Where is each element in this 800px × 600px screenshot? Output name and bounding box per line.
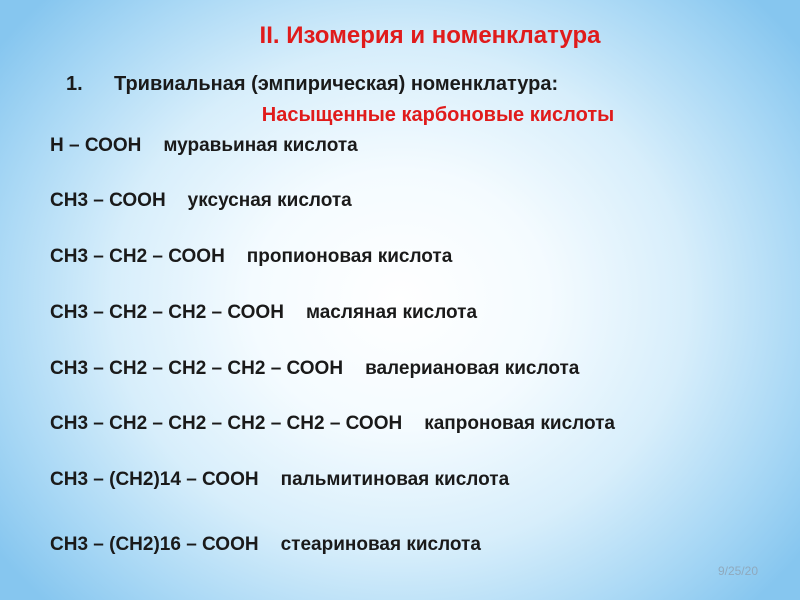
section-heading-text: Тривиальная (эмпирическая) номенклатура: xyxy=(114,73,559,95)
acid-row xyxy=(50,413,615,435)
acid-row xyxy=(50,358,579,380)
acid-name: муравьиная кислота xyxy=(163,135,358,156)
acid-row xyxy=(50,246,452,268)
acid-name: пальмитиновая кислота xyxy=(280,469,510,490)
section-heading xyxy=(66,73,558,96)
acid-formula: СН3 – (СН2)14 – СООН xyxy=(50,469,259,490)
slide-date: 9/25/20 xyxy=(717,564,758,578)
acid-row xyxy=(50,469,509,491)
acid-name: капроновая кислота xyxy=(424,413,615,434)
acid-formula: СН3 – СН2 – СН2 – СООН xyxy=(50,302,284,323)
acid-formula: СН3 – (СН2)16 – СООН xyxy=(50,534,259,555)
acid-name: стеариновая кислота xyxy=(280,534,481,555)
acid-formula: Н – СООН xyxy=(50,135,142,156)
acid-formula: СН3 – СН2 – СООН xyxy=(50,246,225,267)
acid-name: масляная кислота xyxy=(305,302,478,323)
acid-row xyxy=(50,534,481,556)
section-subtitle: Насыщенные карбоновые кислоты xyxy=(261,104,615,126)
acid-formula: СН3 – СООН xyxy=(50,190,166,211)
acid-name: пропионовая кислота xyxy=(246,246,453,267)
acid-name: валериановая кислота xyxy=(365,358,580,379)
slide-title: II. Изомерия и номенклатура xyxy=(259,22,601,49)
acid-row xyxy=(50,190,352,212)
acid-name: уксусная кислота xyxy=(187,190,352,211)
section-number: 1. xyxy=(66,73,83,95)
acid-formula: СН3 – СН2 – СН2 – СН2 – СООН xyxy=(50,358,344,379)
acid-formula: СН3 – СН2 – СН2 – СН2 – СН2 – СООН xyxy=(50,413,403,434)
acid-row xyxy=(50,135,358,157)
acid-row xyxy=(50,302,477,324)
